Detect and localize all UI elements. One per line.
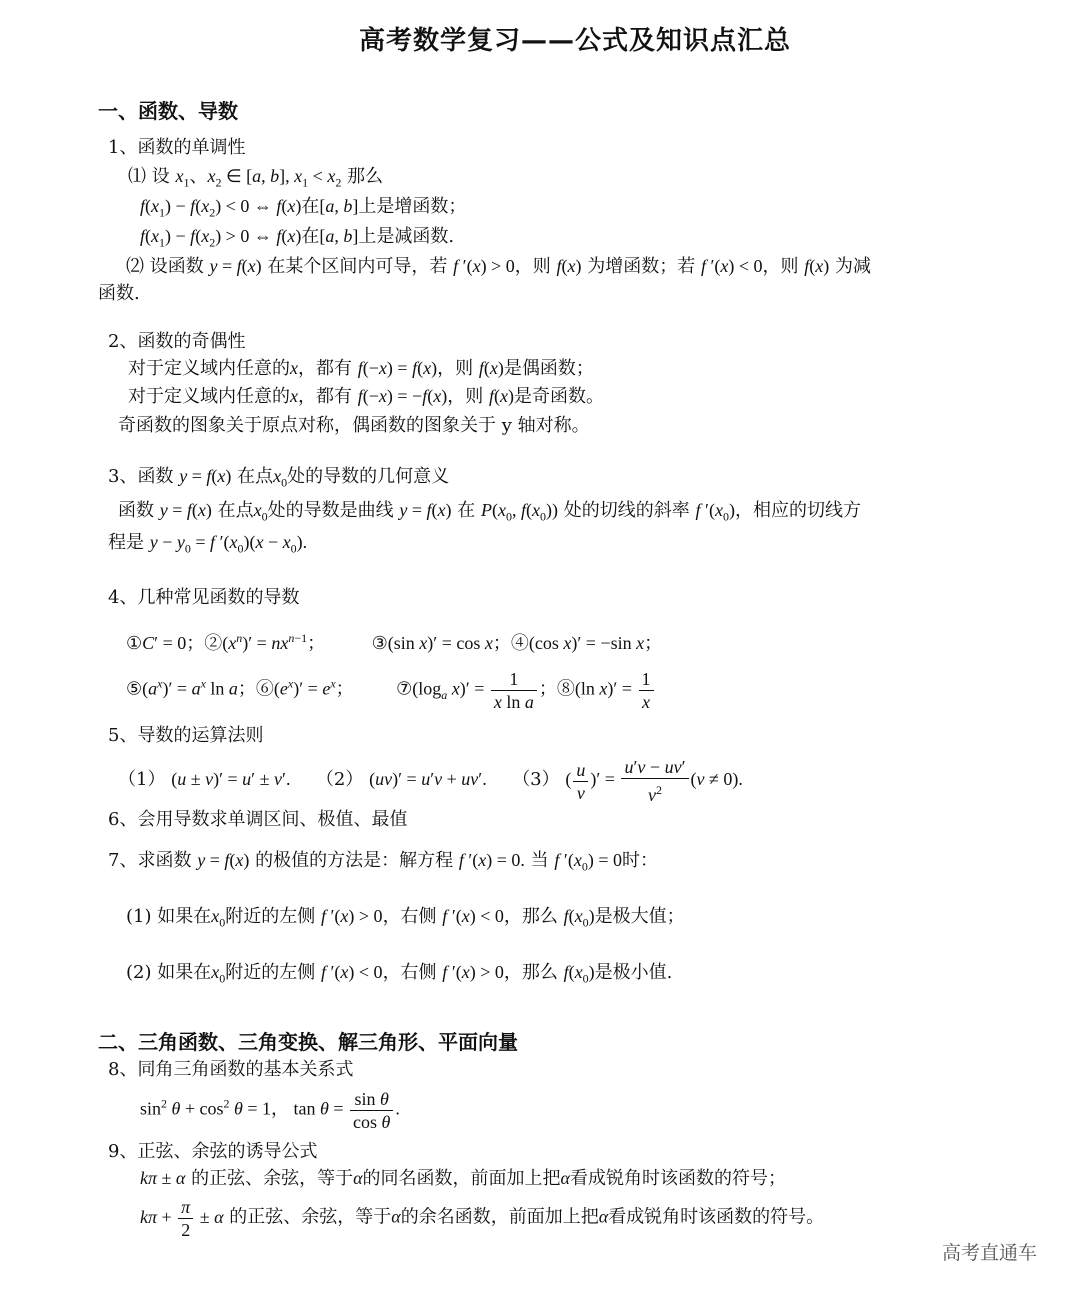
item-1-p2-cont: 函数. <box>98 283 140 304</box>
item-1-increasing: $f(x_1) - f(x_2) < 0$ ⇔ f(x)在[a, b]上是增函数； <box>140 196 467 220</box>
item-1-decreasing: $f(x_1) - f(x_2) > 0$ ⇔ f(x)在[a, b]上是减函数. <box>140 226 455 250</box>
derivative-formulas-row-2: $⑤(a^x)' = a^x$ ln a；$⑥(e^x)' = e^x$； $⑦(\log_a$ x)′ = $\frac{1}{\text{x ln a}}$ ；⑧(ln x)′ = $\frac{1}{x}$ <box>126 668 656 722</box>
pythagorean-identity: $\sin^2 \theta + \cos^2 \theta = 1$， tan θ = $\frac{\text{sin θ}}{\text{cos θ}}$ . <box>140 1089 400 1132</box>
item-1-p2: ⑵ 设函数 y = f(x) 在某个区间内可导，若 f ′(x) > 0，则 f(x) 为增函数；若 f ′(x) < 0，则 f(x) 为减 <box>126 256 872 277</box>
item-9-heading: 9、正弦、余弦的诱导公式 <box>108 1141 318 1162</box>
item-9-line-2: kπ + $\frac{\pi}{2}$ ± α 的正弦、余弦，等于α的余名函数，前面加上把α看成锐角时该函数的符号。 <box>140 1197 825 1240</box>
watermark: 高考直通车 <box>942 1242 1038 1264</box>
item-2-odd: 对于定义域内任意的x，都有 f(−x) = −f(x)，则 f(x)是奇函数。 <box>128 386 604 407</box>
item-6-heading: 6、会用导数求单调区间、极值、最值 <box>108 809 408 830</box>
section-1-heading: 一、函数、导数 <box>98 99 238 123</box>
item-9-line-1: kπ ± α 的正弦、余弦，等于α的同名函数，前面加上把α看成锐角时该函数的符号； <box>140 1168 786 1189</box>
item-5-heading: 5、导数的运算法则 <box>108 725 264 746</box>
page-title: 高考数学复习——公式及知识点汇总 <box>358 26 791 56</box>
item-3-line-1: 函数 y = f(x) 在点$x_0$处的导数是曲线 y = f(x) 在 $P(x_0$, $f(x_0)$) 处的切线的斜率 f $'(x_0)$，相应的切线方 <box>118 500 861 524</box>
item-1-heading: 1、函数的单调性 <box>108 137 246 158</box>
item-3-line-2: 程是 $y - y_0 = f$ $'(x_0)(x - x_0)$. <box>108 532 308 556</box>
item-8-heading: 8、同角三角函数的基本关系式 <box>108 1059 354 1080</box>
item-7-case-2: (2) 如果在$x_0$附近的左侧 f ′(x) < 0，右侧 f ′(x) > 0，那么 $f(x_0)$是极小值. <box>126 962 673 986</box>
item-4-heading: 4、几种常见函数的导数 <box>108 587 300 608</box>
item-1-p1: ⑴ 设 $x_1$、$x_2$ ∈ [a, b], $x_1 < x_2$ 那么 <box>128 166 384 190</box>
item-7-case-1: (1) 如果在$x_0$附近的左侧 f ′(x) > 0，右侧 f ′(x) < 0，那么 $f(x_0)$是极大值； <box>126 906 685 930</box>
item-7-heading: 7、求函数 y = f(x) 的极值的方法是：解方程 f ′(x) = 0. 当 f $'(x_0) = 0$时： <box>108 850 659 874</box>
derivative-rules: （1） (u ± v)′ = u′ ± v′. （2） (uv)′ = u′v + uv′. （3） ( $\frac{u}{v}$ )′ = $\frac{u'v - uv'}{v^2}$ (v ≠ 0). <box>118 757 743 805</box>
section-2-heading: 二、三角函数、三角变换、解三角形、平面向量 <box>98 1030 518 1054</box>
derivative-formulas-row-1: ①C′ = 0；$②(x^n)' = nx^{n-1}$； ③(sin x)′ = cos x；④(cos x)′ = −sin x； <box>126 631 663 653</box>
item-2-even: 对于定义域内任意的x，都有 f(−x) = f(x)，则 f(x)是偶函数； <box>128 358 594 379</box>
item-2-heading: 2、函数的奇偶性 <box>108 331 246 352</box>
item-3-heading: 3、函数 y = f(x) 在点$x_0$处的导数的几何意义 <box>108 466 450 490</box>
item-2-symmetry: 奇函数的图象关于原点对称，偶函数的图象关于 y 轴对称。 <box>118 415 590 436</box>
